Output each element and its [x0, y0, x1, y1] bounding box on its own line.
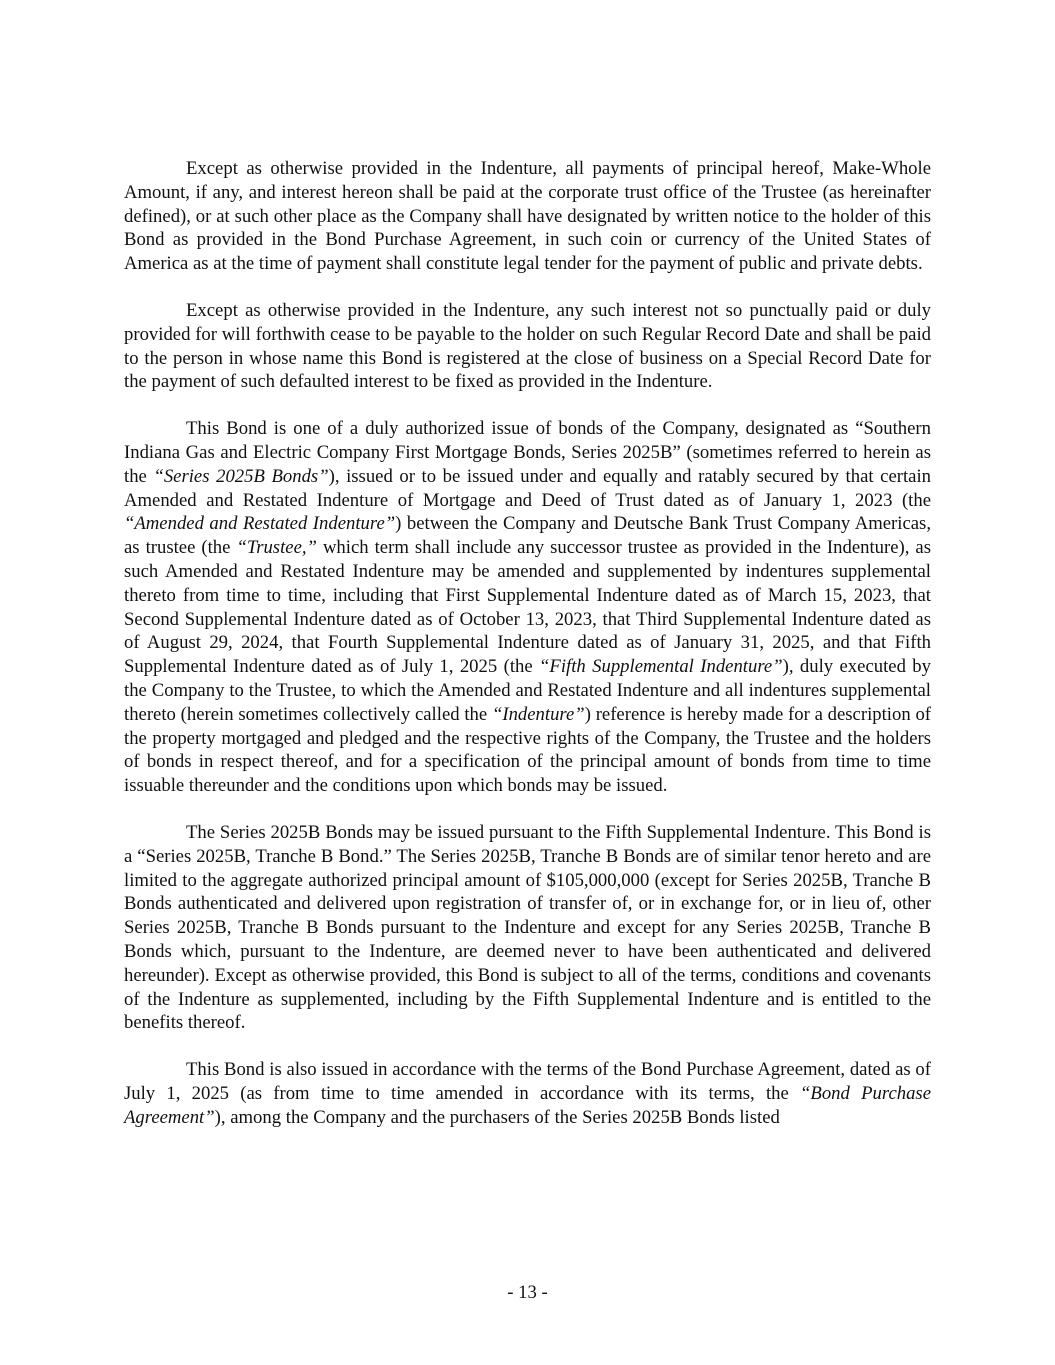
- italic-term: “Trustee,”: [236, 537, 317, 559]
- paragraph-text: This Bond is also issued in accordance with the terms of the Bond Purchase Agreement, dated as of July 1, 2025 (as from time to time amended in accordance with its terms, the: [124, 1059, 931, 1104]
- paragraph-text: duly executed by the Company to the Trustee, to which the Amended and Restated Indenture and all indentures supplemental thereto (herein sometimes collectively called the: [124, 656, 931, 725]
- paragraph-authorized-issue: [124, 417, 931, 798]
- paragraph-text: ) between the Company and Deutsche Bank Trust Company Americas, as trustee (the: [124, 513, 931, 559]
- italic-term: “Bond Purchase Agreement”: [124, 1082, 931, 1128]
- paragraph-tranche-b: [124, 821, 931, 1035]
- italic-term: “Series 2025B Bonds”: [153, 465, 329, 487]
- paragraph-text: Except as otherwise provided in the Indenture, any such interest not so punctually paid or duly provided for will forthwith cease to be payable to the holder on such Regular Record Date and shall be paid to the person in whose name this Bond is registered at the close of business on a Special Record Date for the payment of such defaulted interest to be fixed as provided in the Indenture.: [124, 299, 931, 393]
- italic-term: “Indenture”: [491, 703, 585, 725]
- paragraph-text: ), among the Company and the purchasers of the Series 2025B Bonds listed: [214, 1106, 780, 1128]
- paragraph-payments: [124, 157, 931, 276]
- paragraph-text: This Bond is one of a duly authorized issue of bonds of the Company, designated as “Southern Indiana Gas and Electric Company First Mortgage Bonds, Series 2025B” (sometimes referred to herein as the: [124, 418, 931, 487]
- page-number: - 13 -: [507, 1282, 548, 1303]
- document-page: [124, 157, 931, 1152]
- italic-term: ,: [788, 656, 794, 678]
- paragraph-bond-purchase-agreement: [124, 1058, 931, 1129]
- paragraph-text: which term shall include any successor trustee as provided in the Indenture), as such Amended and Restated Indenture may be amended and supplemented by indentures supplemental thereto from time to time, including that First Supplemental Indenture dated as of March 15, 2023, that Second Supplemental Indenture dated as of October 13, 2023, that Third Supplemental Indenture dated as of August 29, 2024, that Fourth Supplemental Indenture dated as of January 31, 2025, and that Fifth Supplemental Indenture dated as of July 1, 2025 (the: [124, 537, 931, 678]
- paragraph-text: Except as otherwise provided in the Indenture, all payments of principal hereof, Make-Whole Amount, if any, and interest hereon shall be paid at the corporate trust office of the Trustee (as hereinafter defined), or at such other place as the Company shall have designated by written notice to the holder of this Bond as provided in the Bond Purchase Agreement, in such coin or currency of the United States of America as at the time of payment shall constitute legal tender for the payment of public and private debts.: [124, 158, 931, 275]
- paragraph-text: ) reference is hereby made for a description of the property mortgaged and pledged and the respective rights of the Company, the Trustee and the holders of bonds in respect thereof, and for a specification of the principal amount of bonds from time to time issuable thereunder and the conditions upon which bonds may be issued.: [124, 703, 932, 797]
- italic-term: “Fifth Supplemental Indenture”: [539, 656, 783, 678]
- italic-term: “Amended and Restated Indenture”: [124, 513, 396, 535]
- paragraph-text: ): [782, 656, 789, 678]
- paragraph-text: ), issued or to be issued under and equally and ratably secured by that certain Amended and Restated Indenture of Mortgage and Deed of Trust dated as of January 1, 2023 (the: [124, 465, 931, 511]
- paragraph-text: The Series 2025B Bonds may be issued pursuant to the Fifth Supplemental Indenture. This Bond is a “Series 2025B, Tranche B Bond.” The Series 2025B, Tranche B Bonds are of similar tenor hereto and are limited to the aggregate authorized principal amount of $105,000,000 (except for Series 2025B, Tranche B Bonds authenticated and delivered upon registration of transfer of, or in exchange for, or in lieu of, other Series 2025B, Tranche B Bonds pursuant to the Indenture and except for any Series 2025B, Tranche B Bonds which, pursuant to the Indenture, are deemed never to have been authenticated and delivered hereunder). Except as otherwise provided, this Bond is subject to all of the terms, conditions and covenants of the Indenture as supplemented, including by the Fifth Supplemental Indenture and is entitled to the benefits thereof.: [124, 821, 931, 1034]
- paragraph-defaulted-interest: [124, 299, 931, 394]
